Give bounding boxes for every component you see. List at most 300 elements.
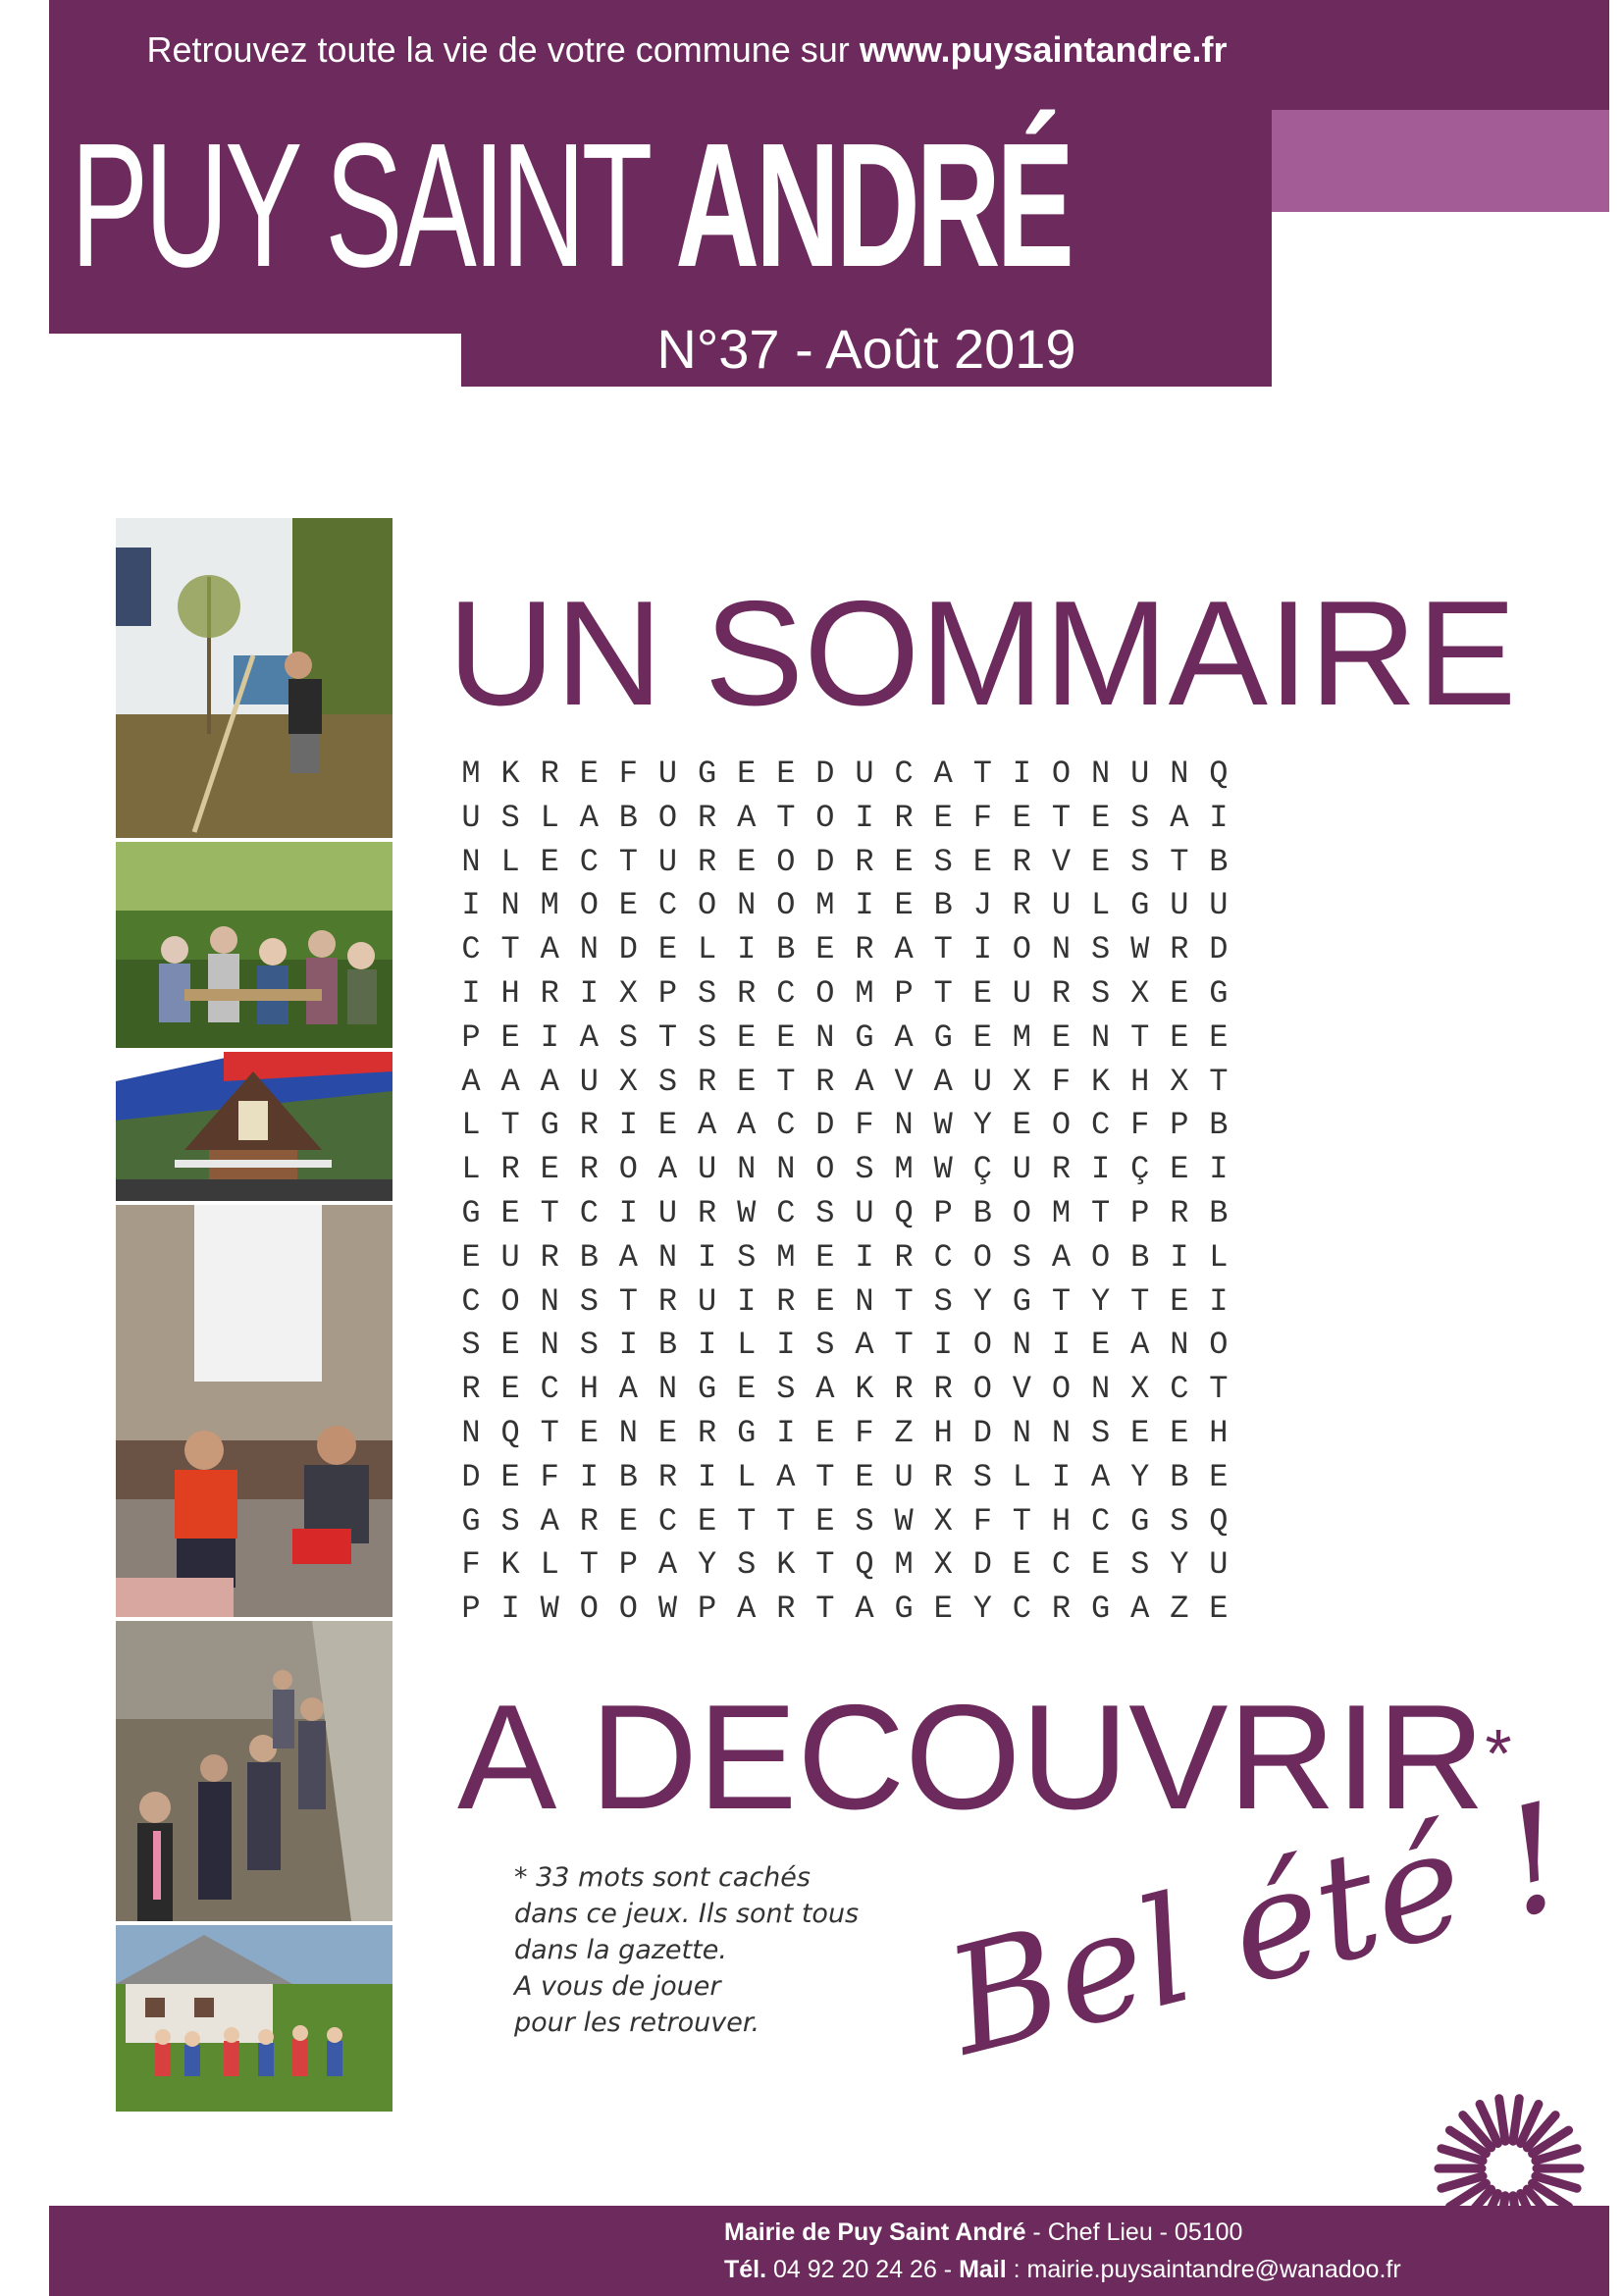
word-search-letter[interactable]: I [1012, 756, 1031, 792]
word-search-letter[interactable]: R [1170, 1195, 1189, 1231]
word-search-letter[interactable]: A [1130, 1591, 1150, 1628]
word-search-letter[interactable]: M [1051, 1195, 1072, 1231]
word-search-letter[interactable]: R [894, 1238, 914, 1276]
word-search-letter[interactable]: N [1012, 1415, 1031, 1451]
word-search-letter[interactable]: R [657, 1282, 678, 1320]
word-search-letter[interactable]: A [697, 1107, 717, 1144]
word-search-letter[interactable]: E [1170, 1282, 1189, 1320]
word-search-letter[interactable]: L [1012, 1458, 1031, 1495]
word-search-letter[interactable]: S [776, 1371, 796, 1408]
word-search-letter[interactable]: B [972, 1195, 992, 1231]
word-search-letter[interactable]: R [540, 975, 559, 1012]
word-search-letter[interactable]: C [1090, 1107, 1111, 1144]
word-search-letter[interactable]: S [697, 1018, 717, 1056]
word-search-letter[interactable]: B [776, 931, 796, 968]
word-search-letter[interactable]: N [618, 1415, 638, 1451]
word-search-letter[interactable]: P [1170, 1107, 1189, 1144]
word-search-letter[interactable]: M [461, 756, 481, 792]
word-search-letter[interactable]: I [1051, 1458, 1072, 1495]
word-search-letter[interactable]: T [657, 1018, 678, 1056]
word-search-letter[interactable]: E [657, 1415, 678, 1451]
word-search-letter[interactable]: A [1051, 1238, 1072, 1276]
word-search-letter[interactable]: R [894, 1371, 914, 1408]
word-search-letter[interactable]: N [657, 1371, 678, 1408]
word-search-letter[interactable]: N [1090, 1018, 1111, 1056]
word-search-letter[interactable]: E [737, 756, 757, 792]
word-search-letter[interactable]: Y [972, 1107, 992, 1144]
word-search-letter[interactable]: U [855, 1195, 874, 1231]
word-search-letter[interactable]: O [1051, 1371, 1072, 1408]
word-search-letter[interactable]: H [1051, 1502, 1072, 1539]
word-search-letter[interactable]: S [855, 1502, 874, 1539]
word-search-letter[interactable]: S [933, 843, 953, 880]
word-search-letter[interactable]: G [933, 1018, 953, 1056]
word-search-letter[interactable]: T [894, 1282, 914, 1320]
word-search-letter[interactable]: A [1130, 1327, 1150, 1364]
word-search-letter[interactable]: D [815, 756, 835, 792]
word-search-letter[interactable]: E [1170, 1151, 1189, 1188]
word-search-letter[interactable]: O [776, 887, 796, 924]
word-search-letter[interactable]: U [1209, 1546, 1229, 1584]
word-search-letter[interactable]: R [1170, 931, 1189, 968]
word-search-letter[interactable]: T [894, 1327, 914, 1364]
word-search-letter[interactable]: I [855, 799, 874, 836]
word-search-letter[interactable]: C [776, 1107, 796, 1144]
word-search-letter[interactable]: N [461, 843, 481, 880]
word-search-letter[interactable]: Ç [972, 1151, 992, 1188]
word-search-letter[interactable]: N [894, 1107, 914, 1144]
word-search-letter[interactable]: C [579, 1195, 599, 1231]
word-search-letter[interactable]: O [1090, 1238, 1111, 1276]
word-search-letter[interactable]: W [933, 1151, 953, 1188]
word-search-letter[interactable]: B [1209, 843, 1229, 880]
word-search-letter[interactable]: R [697, 1195, 717, 1231]
word-search-letter[interactable]: N [540, 1327, 559, 1364]
word-search-letter[interactable]: V [1051, 843, 1072, 880]
word-search-letter[interactable]: R [579, 1151, 599, 1188]
word-search-letter[interactable]: U [972, 1063, 992, 1100]
word-search-letter[interactable]: E [1051, 1018, 1072, 1056]
word-search-letter[interactable]: M [894, 1546, 914, 1584]
word-search-letter[interactable]: U [697, 1282, 717, 1320]
word-search-letter[interactable]: B [1130, 1238, 1150, 1276]
word-search-letter[interactable]: I [737, 931, 757, 968]
word-search-letter[interactable]: E [579, 756, 599, 792]
word-search-letter[interactable]: E [618, 887, 638, 924]
word-search-letter[interactable]: M [855, 975, 874, 1012]
word-search-letter[interactable]: U [697, 1151, 717, 1188]
word-search-letter[interactable]: R [933, 1371, 953, 1408]
word-search-letter[interactable]: U [657, 1195, 678, 1231]
word-search-letter[interactable]: N [815, 1018, 835, 1056]
word-search-letter[interactable]: P [933, 1195, 953, 1231]
word-search-letter[interactable]: A [855, 1327, 874, 1364]
word-search-letter[interactable]: O [697, 887, 717, 924]
word-search-letter[interactable]: G [1130, 887, 1150, 924]
word-search-letter[interactable]: W [894, 1502, 914, 1539]
word-search-letter[interactable]: A [776, 1458, 796, 1495]
word-search-letter[interactable]: Z [894, 1415, 914, 1451]
word-search-letter[interactable]: T [776, 1063, 796, 1100]
word-search-letter[interactable]: S [657, 1063, 678, 1100]
word-search-letter[interactable]: G [1012, 1282, 1031, 1320]
word-search-letter[interactable]: S [579, 1282, 599, 1320]
word-search-letter[interactable]: E [540, 1151, 559, 1188]
word-search-letter[interactable]: E [1012, 1107, 1031, 1144]
word-search-letter[interactable]: K [1090, 1063, 1111, 1100]
word-search-letter[interactable]: E [618, 1502, 638, 1539]
word-search-letter[interactable]: M [776, 1238, 796, 1276]
word-search-letter[interactable]: R [815, 1063, 835, 1100]
word-search-letter[interactable]: Z [1170, 1591, 1189, 1628]
word-search-letter[interactable]: E [972, 1018, 992, 1056]
word-search-letter[interactable]: B [618, 1458, 638, 1495]
word-search-letter[interactable]: Y [697, 1546, 717, 1584]
word-search-letter[interactable]: S [579, 1327, 599, 1364]
word-search-letter[interactable]: S [815, 1327, 835, 1364]
word-search-letter[interactable]: Q [500, 1415, 520, 1451]
word-search-letter[interactable]: J [972, 887, 992, 924]
word-search-letter[interactable]: U [657, 843, 678, 880]
word-search-letter[interactable]: S [618, 1018, 638, 1056]
word-search-letter[interactable]: A [618, 1238, 638, 1276]
word-search-letter[interactable]: R [855, 931, 874, 968]
word-search-letter[interactable]: N [737, 1151, 757, 1188]
word-search-letter[interactable]: P [461, 1591, 481, 1628]
word-search-letter[interactable]: T [579, 1546, 599, 1584]
word-search-letter[interactable]: E [933, 1591, 953, 1628]
word-search-letter[interactable]: R [657, 1458, 678, 1495]
word-search-letter[interactable]: E [657, 931, 678, 968]
word-search-letter[interactable]: T [1170, 843, 1189, 880]
word-search-letter[interactable]: U [579, 1063, 599, 1100]
word-search-letter[interactable]: R [776, 1282, 796, 1320]
website-link[interactable]: www.puysaintandre.fr [859, 29, 1228, 70]
word-search-letter[interactable]: M [894, 1151, 914, 1188]
word-search-letter[interactable]: F [1051, 1063, 1072, 1100]
word-search-letter[interactable]: G [461, 1502, 481, 1539]
word-search-letter[interactable]: T [972, 756, 992, 792]
word-search-letter[interactable]: R [1051, 1591, 1072, 1628]
word-search-letter[interactable]: I [1090, 1151, 1111, 1188]
word-search-letter[interactable]: N [1170, 756, 1189, 792]
word-search-letter[interactable]: E [500, 1018, 520, 1056]
word-search-letter[interactable]: T [815, 1546, 835, 1584]
word-search-letter[interactable]: Q [1209, 756, 1229, 792]
word-search-letter[interactable]: U [1051, 887, 1072, 924]
word-search-letter[interactable]: U [1012, 1151, 1031, 1188]
word-search-letter[interactable]: C [894, 756, 914, 792]
word-search-letter[interactable]: W [657, 1591, 678, 1628]
word-search-letter[interactable]: E [894, 887, 914, 924]
word-search-letter[interactable]: P [697, 1591, 717, 1628]
word-search-letter[interactable]: D [815, 843, 835, 880]
word-search-letter[interactable]: D [461, 1458, 481, 1495]
word-search-letter[interactable]: E [815, 1282, 835, 1320]
word-search-letter[interactable]: O [1051, 756, 1072, 792]
word-search-letter[interactable]: D [972, 1546, 992, 1584]
word-search-letter[interactable]: R [1051, 1151, 1072, 1188]
word-search-letter[interactable]: E [855, 1458, 874, 1495]
word-search-letter[interactable]: A [894, 931, 914, 968]
word-search-letter[interactable]: N [1012, 1327, 1031, 1364]
word-search-letter[interactable]: E [894, 843, 914, 880]
word-search-letter[interactable]: T [1130, 1282, 1150, 1320]
word-search-letter[interactable]: R [579, 1502, 599, 1539]
word-search-letter[interactable]: U [1209, 887, 1229, 924]
word-search-letter[interactable]: G [1090, 1591, 1111, 1628]
word-search-letter[interactable]: R [776, 1591, 796, 1628]
word-search-letter[interactable]: U [461, 799, 481, 836]
word-search-letter[interactable]: W [737, 1195, 757, 1231]
word-search-letter[interactable]: B [1170, 1458, 1189, 1495]
word-search-letter[interactable]: C [461, 1282, 481, 1320]
word-search-letter[interactable]: A [933, 756, 953, 792]
word-search-letter[interactable]: A [855, 1591, 874, 1628]
word-search-letter[interactable]: R [697, 1415, 717, 1451]
word-search-letter[interactable]: H [500, 975, 520, 1012]
word-search-letter[interactable]: T [1209, 1371, 1229, 1408]
word-search-letter[interactable]: I [461, 887, 481, 924]
word-search-letter[interactable]: R [933, 1458, 953, 1495]
word-search-letter[interactable]: F [972, 799, 992, 836]
word-search-letter[interactable]: G [697, 756, 717, 792]
word-search-letter[interactable]: E [972, 843, 992, 880]
word-search-letter[interactable]: A [815, 1371, 835, 1408]
word-search-letter[interactable]: I [1209, 1151, 1229, 1188]
word-search-letter[interactable]: I [618, 1195, 638, 1231]
word-search-letter[interactable]: L [461, 1107, 481, 1144]
word-search-letter[interactable]: P [618, 1546, 638, 1584]
word-search-letter[interactable]: Y [1170, 1546, 1189, 1584]
word-search-letter[interactable]: T [500, 931, 520, 968]
word-search-letter[interactable]: K [776, 1546, 796, 1584]
word-search-letter[interactable]: I [933, 1327, 953, 1364]
word-search-letter[interactable]: E [1170, 1018, 1189, 1056]
word-search-letter[interactable]: C [1090, 1502, 1111, 1539]
word-search-letter[interactable]: A [1170, 799, 1189, 836]
word-search-letter[interactable]: T [500, 1107, 520, 1144]
word-search-letter[interactable]: Y [972, 1282, 992, 1320]
word-search-letter[interactable]: P [1130, 1195, 1150, 1231]
word-search-letter[interactable]: A [579, 799, 599, 836]
word-search-letter[interactable]: A [894, 1018, 914, 1056]
word-search-letter[interactable]: I [737, 1282, 757, 1320]
word-search-letter[interactable]: X [1130, 1371, 1150, 1408]
word-search-letter[interactable]: L [737, 1458, 757, 1495]
word-search-letter[interactable]: E [933, 799, 953, 836]
word-search-letter[interactable]: N [1090, 1371, 1111, 1408]
word-search-letter[interactable]: E [1209, 1458, 1229, 1495]
word-search-letter[interactable]: U [894, 1458, 914, 1495]
word-search-letter[interactable]: R [500, 1151, 520, 1188]
word-search-letter[interactable]: U [1012, 975, 1031, 1012]
word-search-letter[interactable]: R [461, 1371, 481, 1408]
word-search-letter[interactable]: A [461, 1063, 481, 1100]
word-search-letter[interactable]: O [1209, 1327, 1229, 1364]
word-search-letter[interactable]: N [579, 931, 599, 968]
word-search-letter[interactable]: I [579, 1458, 599, 1495]
word-search-letter[interactable]: I [697, 1327, 717, 1364]
word-search-letter[interactable]: T [618, 1282, 638, 1320]
word-search-letter[interactable]: S [1090, 1415, 1111, 1451]
word-search-letter[interactable]: K [500, 1546, 520, 1584]
word-search-letter[interactable]: I [697, 1458, 717, 1495]
word-search-letter[interactable]: L [461, 1151, 481, 1188]
word-search-letter[interactable]: A [855, 1063, 874, 1100]
word-search-letter[interactable]: E [815, 1502, 835, 1539]
word-search-letter[interactable]: L [697, 931, 717, 968]
word-search-letter[interactable]: E [1209, 1018, 1229, 1056]
word-search-letter[interactable]: G [737, 1415, 757, 1451]
word-search-letter[interactable]: O [1012, 931, 1031, 968]
word-search-letter[interactable]: R [855, 843, 874, 880]
word-search-letter[interactable]: E [500, 1458, 520, 1495]
word-search-letter[interactable]: U [500, 1238, 520, 1276]
word-search-letter[interactable]: B [618, 799, 638, 836]
word-search-letter[interactable]: O [815, 799, 835, 836]
word-search-letter[interactable]: S [737, 1238, 757, 1276]
word-search-letter[interactable]: S [697, 975, 717, 1012]
word-search-letter[interactable]: G [894, 1591, 914, 1628]
word-search-letter[interactable]: E [1090, 799, 1111, 836]
word-search-letter[interactable]: E [776, 1018, 796, 1056]
word-search-letter[interactable]: C [579, 843, 599, 880]
word-search-letter[interactable]: L [540, 1546, 559, 1584]
word-search-letter[interactable]: N [1051, 1415, 1072, 1451]
word-search-letter[interactable]: A [657, 1546, 678, 1584]
word-search-letter[interactable]: R [737, 975, 757, 1012]
word-search-letter[interactable]: Y [972, 1591, 992, 1628]
word-search-letter[interactable]: T [1051, 1282, 1072, 1320]
word-search-letter[interactable]: E [737, 843, 757, 880]
word-search-letter[interactable]: T [933, 931, 953, 968]
word-search-letter[interactable]: A [540, 931, 559, 968]
word-search-letter[interactable]: I [972, 931, 992, 968]
word-search-letter[interactable]: I [1209, 1282, 1229, 1320]
word-search-letter[interactable]: S [1090, 931, 1111, 968]
word-search-letter[interactable]: W [1130, 931, 1150, 968]
word-search-letter[interactable]: E [500, 1195, 520, 1231]
word-search-letter[interactable]: B [579, 1238, 599, 1276]
word-search-letter[interactable]: K [855, 1371, 874, 1408]
word-search-letter[interactable]: N [1051, 931, 1072, 968]
word-search-letter[interactable]: D [972, 1415, 992, 1451]
word-search-letter[interactable]: A [500, 1063, 520, 1100]
word-search-letter[interactable]: H [1209, 1415, 1229, 1451]
word-search-letter[interactable]: O [1012, 1195, 1031, 1231]
word-search-letter[interactable]: S [1012, 1238, 1031, 1276]
word-search-letter[interactable]: M [540, 887, 559, 924]
word-search-letter[interactable]: V [894, 1063, 914, 1100]
word-search-letter[interactable]: E [737, 1063, 757, 1100]
word-search-letter[interactable]: E [1012, 1546, 1031, 1584]
word-search-letter[interactable]: R [540, 1238, 559, 1276]
word-search-letter[interactable]: F [855, 1107, 874, 1144]
word-search-letter[interactable]: K [500, 756, 520, 792]
word-search-letter[interactable]: S [815, 1195, 835, 1231]
word-search-letter[interactable]: O [657, 799, 678, 836]
word-search-letter[interactable]: F [972, 1502, 992, 1539]
word-search-letter[interactable]: C [1170, 1371, 1189, 1408]
word-search-letter[interactable]: L [540, 799, 559, 836]
word-search-letter[interactable]: N [776, 1151, 796, 1188]
word-search-letter[interactable]: N [1170, 1327, 1189, 1364]
word-search-letter[interactable]: X [618, 1063, 638, 1100]
word-search-letter[interactable]: I [776, 1415, 796, 1451]
word-search-letter[interactable]: C [540, 1371, 559, 1408]
word-search-letter[interactable]: R [1012, 843, 1031, 880]
word-search-letter[interactable]: L [500, 843, 520, 880]
word-search-letter[interactable]: E [697, 1502, 717, 1539]
word-search-letter[interactable]: T [618, 843, 638, 880]
word-search-letter[interactable]: Y [1130, 1458, 1150, 1495]
word-search-letter[interactable]: C [776, 1195, 796, 1231]
word-search-letter[interactable]: R [1012, 887, 1031, 924]
word-search-letter[interactable]: L [1090, 887, 1111, 924]
word-search-letter[interactable]: E [1012, 799, 1031, 836]
word-search-letter[interactable]: E [776, 756, 796, 792]
word-search-letter[interactable]: I [1170, 1238, 1189, 1276]
word-search-letter[interactable]: I [776, 1327, 796, 1364]
word-search-letter[interactable]: A [540, 1502, 559, 1539]
word-search-letter[interactable]: C [1051, 1546, 1072, 1584]
word-search-letter[interactable]: P [657, 975, 678, 1012]
word-search-letter[interactable]: E [579, 1415, 599, 1451]
word-search-letter[interactable]: O [972, 1238, 992, 1276]
word-search-letter[interactable]: V [1012, 1371, 1031, 1408]
word-search-letter[interactable]: F [618, 756, 638, 792]
word-search-letter[interactable]: E [815, 1415, 835, 1451]
word-search-letter[interactable]: C [933, 1238, 953, 1276]
word-search-letter[interactable]: D [815, 1107, 835, 1144]
word-search-letter[interactable]: R [540, 756, 559, 792]
word-search-letter[interactable]: Q [894, 1195, 914, 1231]
word-search-letter[interactable]: E [500, 1327, 520, 1364]
word-search-letter[interactable]: T [815, 1458, 835, 1495]
word-search-letter[interactable]: T [1209, 1063, 1229, 1100]
word-search-letter[interactable]: X [1012, 1063, 1031, 1100]
word-search-letter[interactable]: T [540, 1415, 559, 1451]
word-search-letter[interactable]: S [933, 1282, 953, 1320]
word-search-letter[interactable]: E [1170, 975, 1189, 1012]
word-search-letter[interactable]: E [461, 1238, 481, 1276]
word-search-letter[interactable]: A [618, 1371, 638, 1408]
word-search-letter[interactable]: S [1130, 1546, 1150, 1584]
word-search-letter[interactable]: H [933, 1415, 953, 1451]
word-search-letter[interactable]: X [1170, 1063, 1189, 1100]
word-search-letter[interactable]: T [776, 799, 796, 836]
word-search-letter[interactable]: T [1012, 1502, 1031, 1539]
word-search-letter[interactable]: N [500, 887, 520, 924]
word-search-letter[interactable]: E [972, 975, 992, 1012]
word-search-letter[interactable]: E [1090, 1546, 1111, 1584]
word-search-letter[interactable]: O [500, 1282, 520, 1320]
word-search-letter[interactable]: U [657, 756, 678, 792]
word-search-letter[interactable]: O [618, 1591, 638, 1628]
word-search-letter[interactable]: A [540, 1063, 559, 1100]
word-search-letter[interactable]: I [579, 975, 599, 1012]
word-search-letter[interactable]: I [855, 887, 874, 924]
word-search-letter[interactable]: E [815, 1238, 835, 1276]
word-search-letter[interactable]: F [461, 1546, 481, 1584]
word-search-letter[interactable]: A [657, 1151, 678, 1188]
word-search-letter[interactable]: G [855, 1018, 874, 1056]
word-search-letter[interactable]: A [1090, 1458, 1111, 1495]
word-search-letter[interactable]: Q [1209, 1502, 1229, 1539]
word-search-letter[interactable]: B [657, 1327, 678, 1364]
word-search-letter[interactable]: A [579, 1018, 599, 1056]
